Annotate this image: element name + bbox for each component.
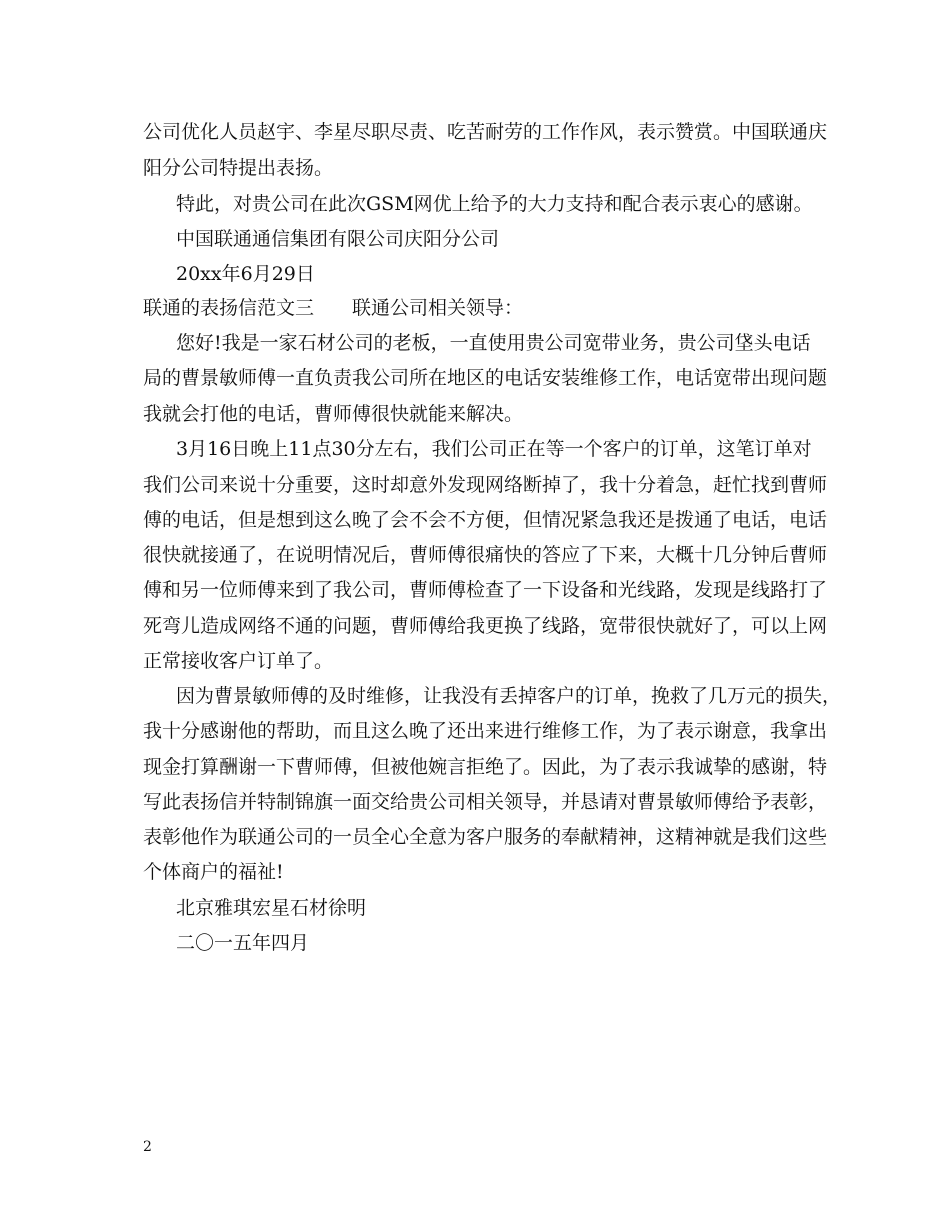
section-heading-line: 联通的表扬信范文三 联通公司相关领导： [143, 297, 524, 319]
paragraph-line: 现金打算酬谢一下曹师傅，但被他婉言拒绝了。因此，为了表示我诚挚的感谢，特 [143, 756, 828, 778]
signature-sender: 北京雅琪宏星石材徐明 [176, 897, 367, 919]
paragraph-line: 傅和另一位师傅来到了我公司，曹师傅检查了一下设备和光线路，发现是线路打了 [143, 579, 828, 601]
paragraph-line: 阳分公司特提出表扬。 [143, 157, 334, 179]
paragraph-line: 表彰他作为联通公司的一员全心全意为客户服务的奉献精神，这精神就是我们这些 [143, 826, 828, 848]
paragraph-line: 写此表扬信并特制锦旗一面交给贵公司相关领导，并恳请对曹景敏师傅给予表彰， [143, 791, 828, 813]
paragraph-line: 特此，对贵公司在此次GSM网优上给予的大力支持和配合表示衷心的感谢。 [176, 193, 813, 215]
paragraph-line: 死弯儿造成网络不通的问题，曹师傅给我更换了线路，宽带很快就好了，可以上网 [143, 615, 828, 637]
paragraph-line: 公司优化人员赵宇、李星尽职尽责、吃苦耐劳的工作作风，表示赞赏。中国联通庆 [143, 121, 828, 143]
paragraph-line: 我十分感谢他的帮助，而且这么晚了还出来进行维修工作，为了表示谢意，我拿出 [143, 720, 828, 742]
signature-date: 20xx年6月29日 [176, 263, 315, 285]
paragraph-line: 局的曹景敏师傅一直负责我公司所在地区的电话安装维修工作，电话宽带出现问题 [143, 367, 828, 389]
paragraph-line: 您好!我是一家石材公司的老板，一直使用贵公司宽带业务，贵公司垡头电话 [176, 332, 811, 354]
paragraph-line: 我就会打他的电话，曹师傅很快就能来解决。 [143, 403, 524, 425]
paragraph-line: 因为曹景敏师傅的及时维修，让我没有丢掉客户的订单，挽救了几万元的损失， [176, 685, 842, 707]
paragraph-line: 很快就接通了，在说明情况后，曹师傅很痛快的答应了下来，大概十几分钟后曹师 [143, 544, 828, 566]
paragraph-line: 个体商户的福祉! [143, 861, 284, 883]
paragraph-line: 傅的电话，但是想到这么晚了会不会不方便，但情况紧急我还是拨通了电话，电话 [143, 509, 828, 531]
paragraph-line: 我们公司来说十分重要，这时却意外发现网络断掉了，我十分着急，赶忙找到曹师 [143, 474, 828, 496]
signature-company: 中国联通通信集团有限公司庆阳分公司 [176, 228, 500, 250]
paragraph-line: 正常接收客户订单了。 [143, 650, 334, 672]
page-number: 2 [143, 1139, 152, 1155]
signature-date: 二〇一五年四月 [176, 932, 310, 954]
paragraph-line: 3月16日晚上11点30分左右，我们公司正在等一个客户的订单，这笔订单对 [176, 438, 812, 460]
